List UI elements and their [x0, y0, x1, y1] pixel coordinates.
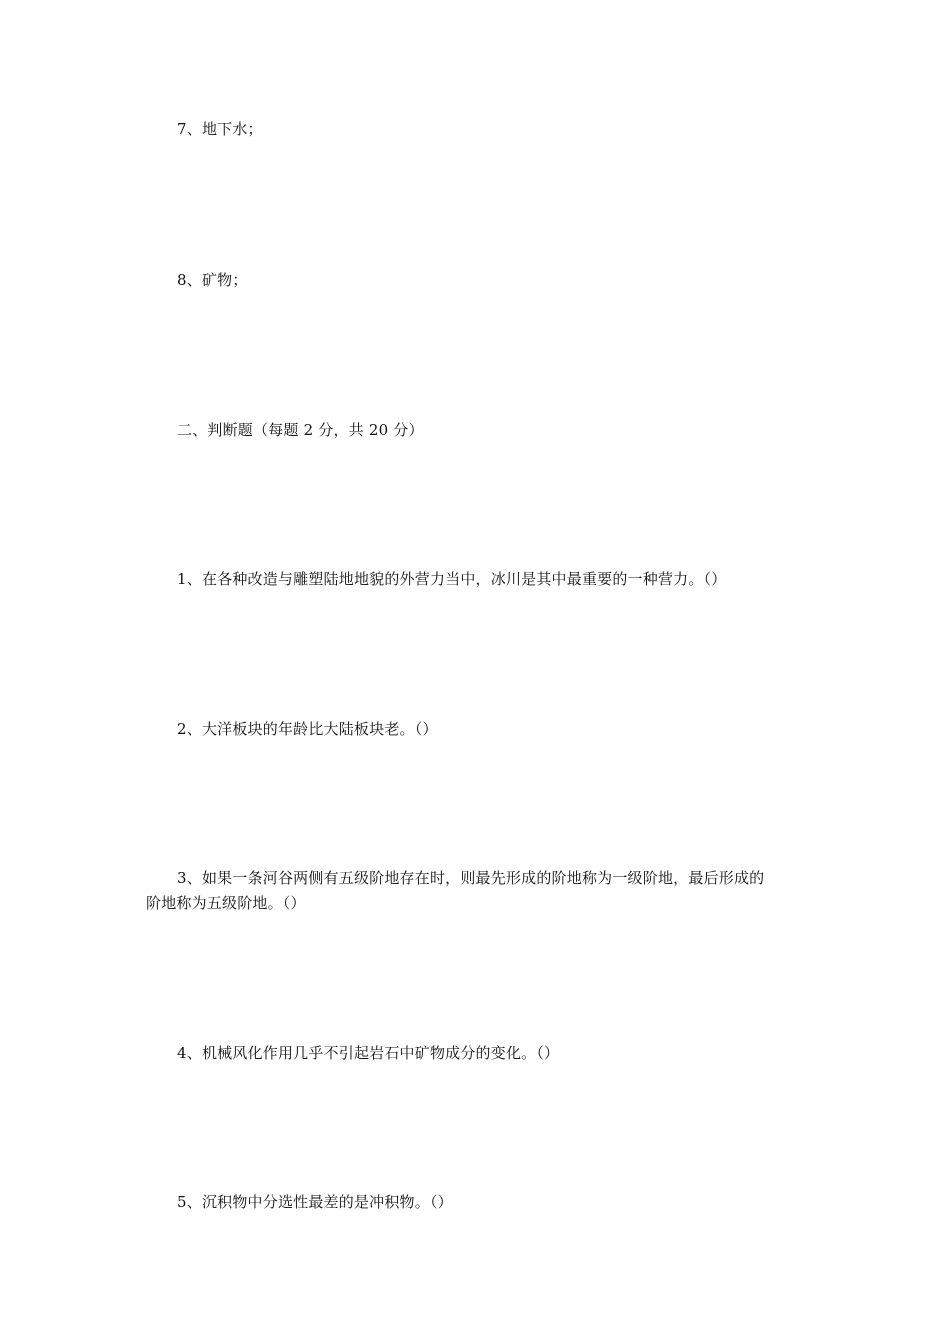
- question-1: 1、在各种改造与雕塑陆地地貌的外营力当中，冰川是其中最重要的一种营力。（）: [177, 570, 727, 588]
- question-2: 2、大洋板块的年龄比大陆板块老。（）: [177, 720, 438, 738]
- question-4: 4、机械风化作用几乎不引起岩石中矿物成分的变化。（）: [177, 1044, 560, 1062]
- item-groundwater: 7、地下水；: [177, 120, 263, 138]
- question-5: 5、沉积物中分选性最差的是冲积物。（）: [177, 1193, 453, 1211]
- question-3-line-1: 3、如果一条河谷两侧有五级阶地存在时，则最先形成的阶地称为一级阶地，最后形成的: [177, 869, 765, 887]
- item-mineral: 8、矿物；: [177, 271, 248, 289]
- section-heading-true-false: 二、判断题（每题 2 分，共 20 分）: [177, 421, 424, 439]
- question-3-line-2: 阶地称为五级阶地。（）: [146, 894, 306, 912]
